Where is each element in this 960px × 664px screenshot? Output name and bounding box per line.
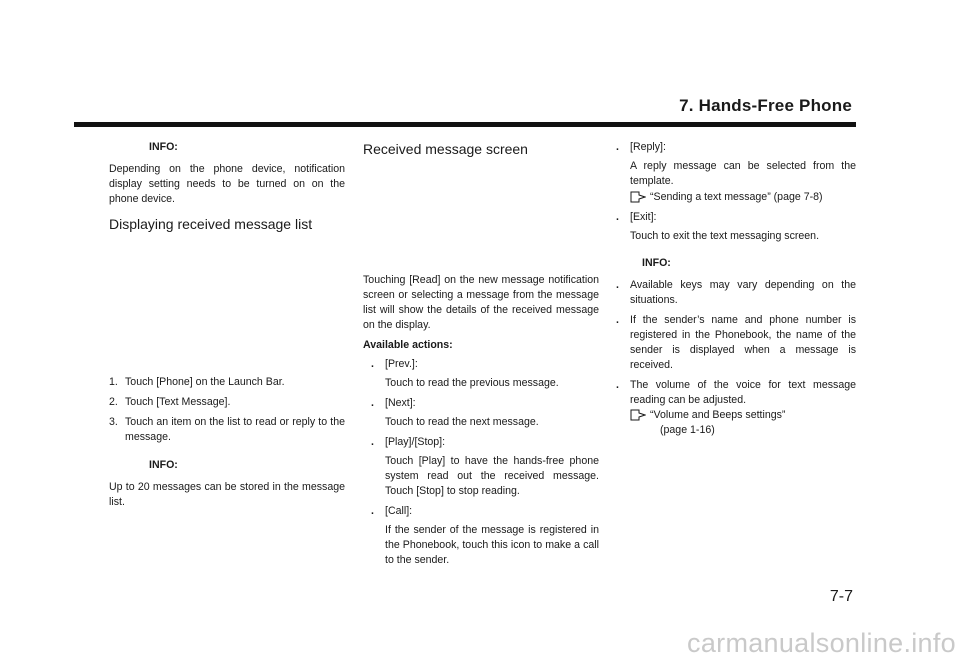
info-item-text: If the sender’s name and phone number is registered in the Phonebook, the name of the sender is displayed when a message is received. xyxy=(630,314,856,371)
reference-text: “Sending a text message” (page 7-8) xyxy=(650,191,823,203)
info-item xyxy=(616,278,856,308)
action-desc: Touch to read the next message. xyxy=(385,416,539,428)
reference-page: (page 1-16) xyxy=(660,424,715,436)
action-label: [Call]: xyxy=(385,505,413,517)
column-3 xyxy=(616,140,856,443)
bullet-dot: . xyxy=(616,314,619,326)
step-item xyxy=(109,375,345,390)
info-heading: INFO: xyxy=(149,459,178,471)
action-item xyxy=(363,504,599,568)
action-item xyxy=(616,210,856,244)
column-2 xyxy=(363,140,599,573)
info-item-text: Available keys may vary depending on the situations. xyxy=(630,279,856,306)
info-heading: INFO: xyxy=(149,141,178,153)
actions-heading: Available actions: xyxy=(363,339,453,351)
page-number: 7-7 xyxy=(829,588,853,605)
cross-reference xyxy=(630,408,856,438)
action-label: [Play]/[Stop]: xyxy=(385,436,446,448)
section-title-received-message: Received message screen xyxy=(363,141,528,157)
step-item xyxy=(109,395,345,410)
header-rule xyxy=(74,122,856,127)
reference-arrow-icon xyxy=(630,190,650,203)
chapter-title: 7. Hands-Free Phone xyxy=(679,96,852,115)
action-label: [Exit]: xyxy=(630,211,657,223)
bullet-dot: . xyxy=(616,211,619,223)
action-desc: A reply message can be selected from the template. xyxy=(630,160,856,187)
bullet-dot: . xyxy=(371,436,374,448)
step-text: Touch an item on the list to read or reply to the message. xyxy=(125,416,345,443)
reference-text: “Volume and Beeps settings” xyxy=(650,409,786,421)
image-placeholder-message-list xyxy=(109,232,345,375)
action-label: [Next]: xyxy=(385,397,416,409)
action-item xyxy=(363,396,599,430)
reference-arrow-icon xyxy=(630,408,650,421)
step-item xyxy=(109,415,345,445)
step-number: 1. xyxy=(109,376,118,388)
action-desc: Touch [Play] to have the hands-free phone system read out the received message. Touch [Stop] to stop reading. xyxy=(385,455,599,497)
step-text: Touch [Text Message]. xyxy=(125,396,231,408)
action-item xyxy=(616,140,856,205)
action-label: [Reply]: xyxy=(630,141,666,153)
action-item xyxy=(363,357,599,391)
watermark: carmanualsonline.info xyxy=(687,628,956,658)
action-desc: If the sender of the message is registered in the Phonebook, touch this icon to make a call to the sender. xyxy=(385,524,599,566)
action-desc: Touch to read the previous message. xyxy=(385,377,559,389)
info-item xyxy=(616,313,856,373)
info-item-text: The volume of the voice for text message reading can be adjusted. xyxy=(630,379,856,406)
bullet-dot: . xyxy=(616,379,619,391)
section-title-message-list: Displaying received message list xyxy=(109,216,313,232)
action-label: [Prev.]: xyxy=(385,358,418,370)
image-placeholder-received-message xyxy=(363,157,599,273)
info-text: Depending on the phone device, notification display setting needs to be turned on on the phone device. xyxy=(109,163,345,205)
action-desc: Touch to exit the text messaging screen. xyxy=(630,230,820,242)
bullet-dot: . xyxy=(616,141,619,153)
bullet-dot: . xyxy=(371,397,374,409)
info-heading: INFO: xyxy=(642,257,671,269)
column-1 xyxy=(109,140,345,515)
info-item xyxy=(616,378,856,438)
step-number: 2. xyxy=(109,396,118,408)
cross-reference xyxy=(630,190,856,205)
intro-text: Touching [Read] on the new message notification screen or selecting a message from the message list will show the details of the received message on the display. xyxy=(363,274,599,331)
info-text: Up to 20 messages can be stored in the message list. xyxy=(109,481,345,508)
action-item xyxy=(363,435,599,499)
bullet-dot: . xyxy=(616,279,619,291)
step-text: Touch [Phone] on the Launch Bar. xyxy=(125,376,285,388)
bullet-dot: . xyxy=(371,505,374,517)
step-number: 3. xyxy=(109,416,118,428)
bullet-dot: . xyxy=(371,358,374,370)
